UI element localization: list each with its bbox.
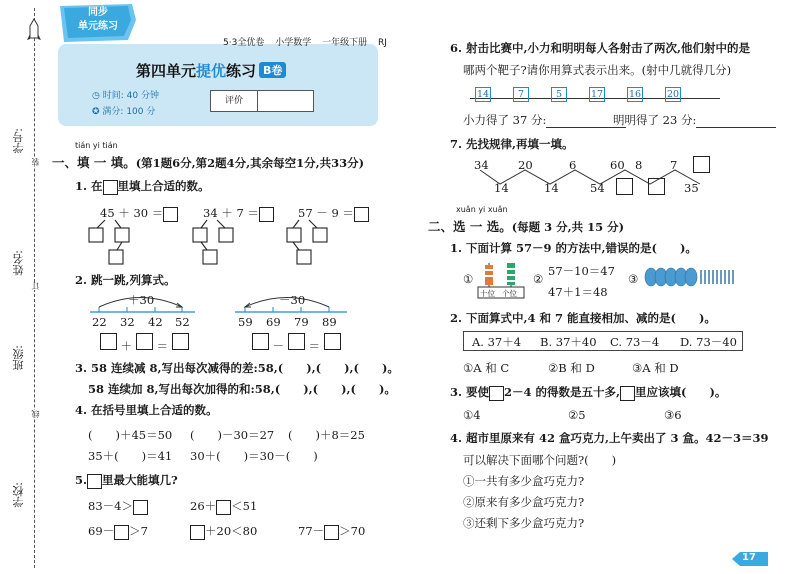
tick-label: 52 bbox=[175, 315, 190, 329]
pattern-top: 7 bbox=[670, 158, 678, 172]
q1-prompt bbox=[75, 178, 210, 195]
answer-box[interactable] bbox=[648, 178, 665, 195]
target-label: 17 bbox=[590, 89, 604, 100]
answer-line[interactable] bbox=[696, 115, 776, 128]
s2q3-prompt-tail: 里应该填( )。 bbox=[635, 385, 727, 399]
answer-choice[interactable]: ②5 bbox=[568, 408, 586, 422]
pattern-top: 6 bbox=[569, 158, 577, 172]
time-text: 时间: 40 分钟 bbox=[102, 91, 159, 101]
q4-item[interactable]: ( )－30＝27 bbox=[190, 428, 275, 442]
q5-text: ＞70 bbox=[339, 524, 366, 538]
jump-label-plus: ＋30 bbox=[128, 293, 155, 307]
option-item: A. 37＋4 bbox=[472, 335, 522, 349]
q4-prompt: 4. 在括号里填上合适的数。 bbox=[75, 403, 218, 417]
abacus-label: 个位 bbox=[502, 289, 517, 298]
q4-item[interactable]: 35＋( )＝41 bbox=[88, 449, 173, 463]
q6-answer-1 bbox=[463, 112, 626, 128]
page-number-badge bbox=[730, 551, 770, 567]
answer-box[interactable] bbox=[616, 178, 633, 195]
binding-sidebar bbox=[0, 0, 46, 574]
pattern-bottom: 14 bbox=[494, 181, 509, 195]
pattern-blank[interactable] bbox=[693, 156, 710, 177]
edition: RJ bbox=[377, 38, 387, 48]
answer-box[interactable] bbox=[324, 525, 339, 540]
title-suffix: 练习 bbox=[226, 62, 257, 80]
section2-pinyin: xuǎn yi xuǎn bbox=[456, 205, 508, 214]
answer-choice[interactable]: ①一共有多少盒巧克力? bbox=[463, 474, 585, 488]
cut-mark: 装 bbox=[31, 158, 40, 166]
target-label: 5 bbox=[551, 87, 567, 102]
target bbox=[627, 82, 643, 102]
target bbox=[513, 82, 529, 102]
pattern-top: 60 bbox=[610, 158, 625, 172]
split-box bbox=[89, 228, 103, 242]
abacus-label: 十位 bbox=[480, 289, 495, 298]
q7-prompt: 7. 先找规律,再填一填。 bbox=[450, 137, 574, 151]
answer-choice[interactable]: ③A 和 D bbox=[632, 361, 679, 375]
q6-prompt-2: 哪两个靶子?请你用算式表示出来。(射中几就得几分) bbox=[463, 63, 732, 77]
calc-line: 57－10＝47 bbox=[548, 264, 615, 278]
q6-answer-2 bbox=[613, 112, 776, 128]
tick-label: 22 bbox=[92, 315, 107, 329]
q5-item bbox=[298, 523, 365, 540]
q5-text: 77－ bbox=[298, 524, 325, 538]
answer-choice[interactable]: ②B 和 D bbox=[548, 361, 595, 375]
field-student-id: 学号: bbox=[12, 128, 25, 154]
target-label: 14 bbox=[476, 89, 490, 100]
series-line bbox=[223, 35, 387, 48]
clock-icon: ◷ bbox=[92, 91, 100, 101]
target bbox=[475, 82, 491, 102]
ribbon-line-2: 单元练习 bbox=[78, 21, 118, 32]
option-marker[interactable]: ③ bbox=[628, 272, 639, 286]
pattern-blank[interactable] bbox=[616, 178, 633, 199]
split-box bbox=[115, 228, 129, 242]
q2-prompt: 2. 跳一跳,列算式。 bbox=[75, 273, 176, 287]
field-class: 班级: bbox=[12, 345, 25, 371]
tick-label: 32 bbox=[120, 315, 135, 329]
answer-box[interactable] bbox=[324, 333, 341, 350]
section2-heading bbox=[428, 216, 624, 235]
cut-mark: 订 bbox=[31, 282, 40, 290]
s2q4-prompt-2: 可以解决下面哪个问题?( ) bbox=[463, 453, 617, 467]
grade: 一年级下册 bbox=[322, 38, 368, 48]
answer-box[interactable] bbox=[172, 333, 189, 350]
calc-line: 47＋1＝48 bbox=[548, 285, 608, 299]
pattern-bottom: 54 bbox=[590, 181, 605, 195]
q5-item bbox=[190, 498, 257, 515]
series-name: 5·3全优卷 bbox=[223, 38, 265, 48]
q6-answer-2-label: 明明得了 23 分: bbox=[613, 113, 697, 127]
answer-choice[interactable]: ③6 bbox=[664, 408, 682, 422]
target bbox=[665, 82, 681, 102]
pattern-top: 8 bbox=[635, 158, 643, 172]
option-item: B. 37＋40 bbox=[540, 335, 597, 349]
option-item: C. 73－4 bbox=[610, 335, 660, 349]
answer-choice[interactable]: ③还剩下多少盒巧克力? bbox=[463, 516, 585, 530]
q6-prompt-1: 6. 射击比赛中,小力和明明每人各射击了两次,他们射中的是 bbox=[450, 41, 751, 55]
answer-box bbox=[87, 474, 102, 489]
target-label: 16 bbox=[628, 89, 642, 100]
star-icon: ✪ bbox=[92, 107, 100, 117]
score-info bbox=[92, 104, 155, 117]
s2q4-prompt-1: 4. 超市里原来有 42 盒巧克力,上午卖出了 3 盒。42－3＝39 bbox=[450, 431, 769, 445]
jump-label-minus: －30 bbox=[279, 293, 306, 307]
section2-title: 二、选 一 选。 bbox=[428, 219, 512, 234]
q5-prompt-pre: 5. bbox=[75, 473, 88, 487]
split-box bbox=[193, 228, 207, 242]
pattern-blank[interactable] bbox=[648, 178, 665, 199]
answer-box bbox=[620, 386, 635, 401]
ribbon-line-1: 同步 bbox=[88, 7, 108, 18]
q1-split-diagrams bbox=[85, 218, 385, 268]
target-label: 20 bbox=[666, 89, 680, 100]
answer-choice[interactable]: ②原来有多少盒巧克力? bbox=[463, 495, 585, 509]
q4-item[interactable]: ( )＋45＝50 bbox=[88, 428, 173, 442]
cut-mark: 线 bbox=[31, 410, 40, 418]
q1-prompt-post: 里填上合适的数。 bbox=[117, 179, 210, 193]
field-name: 姓名: bbox=[12, 250, 25, 276]
split-box bbox=[219, 228, 233, 242]
split-box bbox=[109, 250, 123, 264]
pattern-bottom: 35 bbox=[684, 181, 699, 195]
title-highlight: 提优 bbox=[196, 62, 227, 80]
pattern-top: 34 bbox=[474, 158, 489, 172]
q6-answer-1-label: 小力得了 37 分: bbox=[463, 113, 547, 127]
score-text: 满分: 100 分 bbox=[102, 107, 156, 117]
answer-box[interactable] bbox=[252, 333, 269, 350]
q4-item[interactable]: 30＋( )＝30－( ) bbox=[190, 449, 318, 463]
answer-box bbox=[103, 180, 118, 195]
s2q3-prompt-pre: 3. 要使 bbox=[450, 385, 490, 399]
q1-prompt-pre: 1. 在 bbox=[75, 179, 103, 193]
field-school: 学校: bbox=[12, 482, 25, 508]
b-badge: B卷 bbox=[259, 62, 286, 78]
section1-title: 一、填 一 填。 bbox=[52, 155, 136, 170]
answer-box[interactable] bbox=[693, 156, 710, 173]
s2q3-prompt bbox=[450, 384, 726, 401]
answer-box[interactable] bbox=[136, 333, 153, 350]
option-marker[interactable]: ② bbox=[533, 272, 544, 286]
evaluation-label: 评价 bbox=[211, 91, 258, 111]
tick-label: 89 bbox=[322, 315, 337, 329]
q3-line-b: 58 连续加 8,写出每次加得的和:58,( ),( ),( )。 bbox=[88, 382, 396, 396]
q5-prompt-post: 里最大能填几? bbox=[102, 473, 178, 487]
split-box bbox=[313, 228, 327, 242]
page-title bbox=[136, 60, 286, 81]
q2-answer-1: ＋ ＝ bbox=[100, 333, 189, 354]
s2q2-prompt: 2. 下面算式中,4 和 7 能直接相加、减的是( )。 bbox=[450, 311, 716, 325]
q5-text: ＜51 bbox=[231, 499, 258, 513]
q5-item bbox=[88, 498, 148, 515]
q3-line-a: 3. 58 连续减 8,写出每次减得的差:58,( ),( ),( )。 bbox=[75, 361, 399, 375]
subject: 小学数学 bbox=[275, 38, 312, 48]
tick-label: 79 bbox=[294, 315, 309, 329]
pattern-bottom: 14 bbox=[544, 181, 559, 195]
tick-label: 69 bbox=[266, 315, 281, 329]
q5-prompt bbox=[75, 472, 178, 489]
answer-choice[interactable]: ①4 bbox=[463, 408, 481, 422]
q1-eq-2-text: 34 ＋ 7 ＝ bbox=[203, 206, 259, 220]
pattern-top: 20 bbox=[518, 158, 533, 172]
target bbox=[551, 82, 567, 102]
q5-item bbox=[88, 523, 148, 540]
q4-item[interactable]: ( )＋8＝25 bbox=[288, 428, 365, 442]
rocket-icon bbox=[27, 18, 41, 44]
ribbon-badge bbox=[58, 2, 138, 44]
page-number: 17 bbox=[742, 552, 756, 563]
answer-choice[interactable]: ①A 和 C bbox=[463, 361, 510, 375]
section1-heading bbox=[52, 152, 364, 171]
answer-box[interactable] bbox=[114, 525, 129, 540]
time-info bbox=[92, 88, 159, 101]
q1-eq-1-text: 45 ＋ 30 ＝ bbox=[100, 206, 164, 220]
split-box bbox=[287, 228, 301, 242]
target bbox=[589, 82, 605, 102]
s2q3-prompt-post: 2－4 的得数是五十多, bbox=[504, 385, 621, 399]
section1-pinyin: tián yi tián bbox=[75, 141, 118, 150]
q5-text: 69－ bbox=[88, 524, 115, 538]
q1-eq-3-text: 57 － 9 ＝ bbox=[298, 206, 354, 220]
q5-item bbox=[190, 523, 257, 540]
q5-text: ＋20＜80 bbox=[205, 524, 258, 538]
tick-label: 42 bbox=[148, 315, 163, 329]
q2-answer-2: － ＝ bbox=[252, 333, 341, 354]
split-box bbox=[203, 250, 217, 264]
answer-box[interactable] bbox=[190, 525, 205, 540]
option-item: D. 73－40 bbox=[680, 335, 737, 349]
section1-note: (第1题6分,第2题4分,其余每空1分,共33分) bbox=[135, 156, 365, 170]
q5-text: ＞7 bbox=[129, 524, 148, 538]
answer-box[interactable] bbox=[288, 333, 305, 350]
answer-box bbox=[489, 386, 504, 401]
title-prefix: 第四单元 bbox=[136, 62, 197, 80]
answer-box[interactable] bbox=[216, 500, 231, 515]
target-label: 7 bbox=[513, 87, 529, 102]
answer-box[interactable] bbox=[100, 333, 117, 350]
section2-note: (每题 3 分,共 15 分) bbox=[511, 220, 625, 234]
tick-label: 59 bbox=[238, 315, 253, 329]
evaluation-box[interactable] bbox=[210, 90, 314, 112]
answer-box[interactable] bbox=[133, 500, 148, 515]
counting-sticks-icon bbox=[643, 266, 743, 288]
option-marker[interactable]: ① bbox=[463, 272, 474, 286]
q5-text: 83－4＞ bbox=[88, 499, 133, 513]
q5-text: 26＋ bbox=[190, 499, 217, 513]
split-box bbox=[297, 250, 311, 264]
s2q1-prompt: 1. 下面计算 57－9 的方法中,错误的是( )。 bbox=[450, 241, 697, 255]
